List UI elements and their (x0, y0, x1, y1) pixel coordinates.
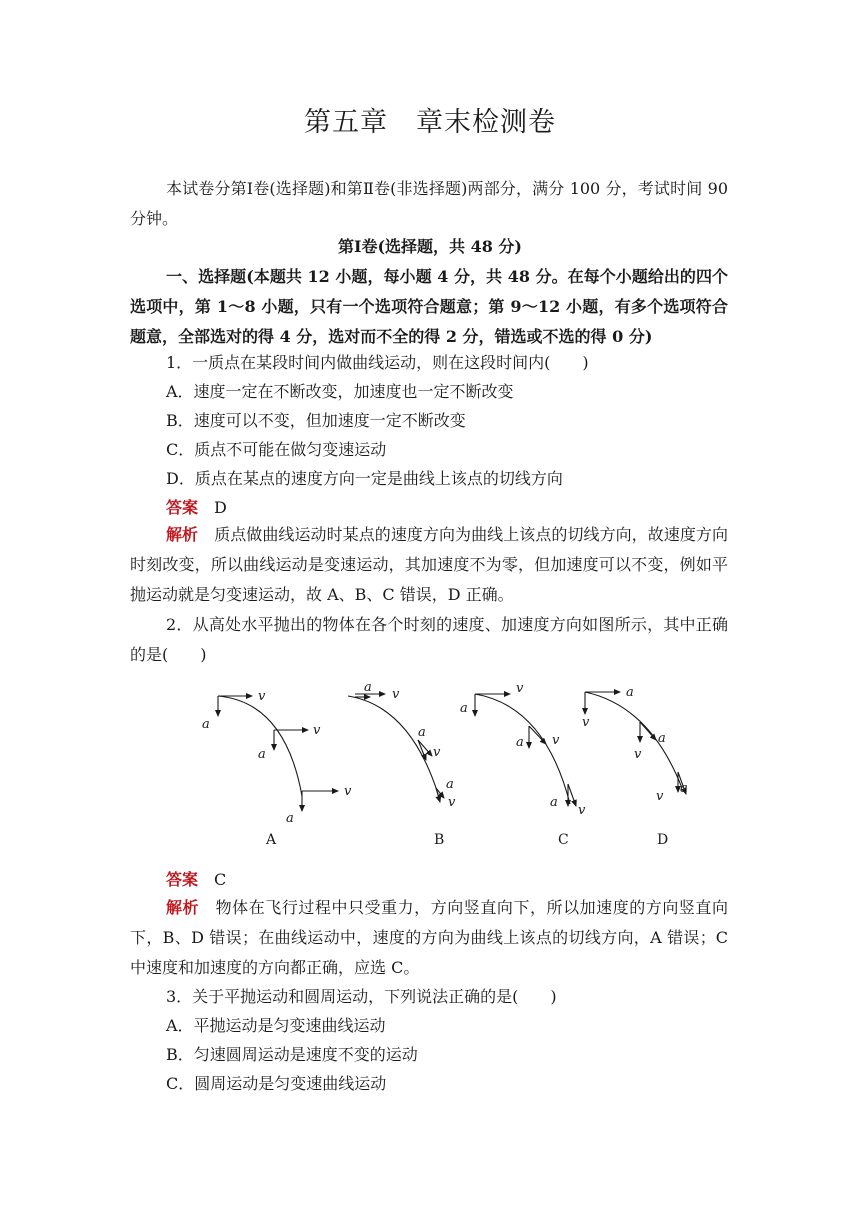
question-1-option-a: A．速度一定在不断改变，加速度也一定不断改变 (166, 382, 514, 401)
figure-caption-c: C (558, 832, 569, 848)
figure-caption-b: B (434, 832, 445, 848)
label-a: a (626, 685, 634, 700)
answer-label: 答案 (166, 870, 199, 889)
label-a: a (418, 725, 426, 740)
label-a: a (364, 680, 372, 695)
figure-caption-d: D (657, 832, 669, 848)
label-a: a (460, 701, 468, 716)
answer-value: C (214, 870, 227, 889)
trajectory-b (348, 696, 438, 794)
label-v: v (313, 723, 321, 738)
section-heading: 第Ⅰ卷(选择题，共 48 分) (337, 237, 523, 256)
question-2-answer (166, 870, 226, 890)
part-instructions: 一、选择题(本题共 12 小题，每小题 4 分，共 48 分。在每个小题给出的四个选项中，第 1～8 小题，只有一个选项符合题意；第 9～12 小题，有多个选项符合题意，全部选对的得 4 分，选对而不全的得 2 分，错选或不选的得 0 分) (130, 267, 728, 346)
question-1-stem: 1．一质点在某段时间内做曲线运动，则在这段时间内( ) (166, 353, 589, 372)
label-v: v (448, 795, 456, 810)
question-3-stem: 3．关于平抛运动和圆周运动，下列说法正确的是( ) (166, 987, 557, 1006)
label-v: v (634, 747, 642, 762)
question-1-answer (166, 498, 227, 518)
label-v: v (516, 681, 524, 696)
label-v: v (582, 715, 590, 730)
label-a: a (446, 777, 454, 792)
question-1-option-b: B．速度可以不变，但加速度一定不断改变 (166, 411, 466, 430)
answer-value: D (214, 498, 227, 517)
analysis-label: 解析 (166, 525, 199, 544)
label-v: v (392, 687, 400, 702)
question-1-option-d: D．质点在某点的速度方向一定是曲线上该点的切线方向 (166, 469, 563, 488)
analysis-text: 质点做曲线运动时某点的速度方向为曲线上该点的切线方向，故速度方向时刻改变，所以曲线运动是变速运动，其加速度不为零，但加速度可以不变，例如平抛运动就是匀变速运动，故 A、B、C 错误，D 正确。 (130, 525, 728, 604)
label-a: a (550, 795, 558, 810)
trajectory-d (585, 692, 682, 788)
intro-paragraph: 本试卷分第Ⅰ卷(选择题)和第Ⅱ卷(非选择题)两部分，满分 100 分，考试时间 90 分钟。 (130, 179, 728, 228)
label-v: v (578, 803, 586, 818)
label-v: v (344, 784, 352, 799)
page-title: 第五章 章末检测卷 (304, 107, 556, 138)
label-a: a (258, 747, 266, 762)
projectile-direction-figure (190, 676, 710, 852)
analysis-label: 解析 (166, 898, 200, 917)
figure-d-diagram (585, 692, 686, 794)
label-v: v (433, 745, 441, 760)
answer-label: 答案 (166, 498, 199, 517)
trajectory-a (218, 696, 302, 796)
figure-a-diagram (218, 696, 338, 811)
figure-caption-a: A (266, 832, 277, 848)
label-a: a (516, 735, 524, 750)
figure-c-diagram (475, 694, 576, 806)
analysis-text: 物体在飞行过程中只受重力，方向竖直向下，所以加速度的方向竖直向下，B、D 错误；在曲线运动中，速度的方向为曲线上该点的切线方向，A 错误；C 中速度和加速度的方向都正确，应选 C。 (130, 898, 728, 977)
question-1-analysis (130, 520, 728, 610)
label-v: v (258, 689, 266, 704)
label-v: v (552, 733, 560, 748)
question-3-option-c: C．圆周运动是匀变速曲线运动 (166, 1074, 387, 1093)
label-a: a (202, 717, 210, 732)
question-2-analysis (130, 893, 728, 983)
label-a: a (286, 811, 294, 826)
figure-b-diagram (348, 694, 444, 802)
question-1-option-c: C．质点不可能在做匀变速运动 (166, 440, 387, 459)
question-3-option-b: B．匀速圆周运动是速度不变的运动 (166, 1045, 418, 1064)
question-2-stem: 2．从高处水平抛出的物体在各个时刻的速度、加速度方向如图所示，其中正确的是( ) (130, 615, 728, 664)
label-a: a (658, 731, 666, 746)
label-a: a (680, 781, 688, 796)
question-3-option-a: A．平抛运动是匀变速曲线运动 (166, 1016, 386, 1035)
label-v: v (656, 789, 664, 804)
